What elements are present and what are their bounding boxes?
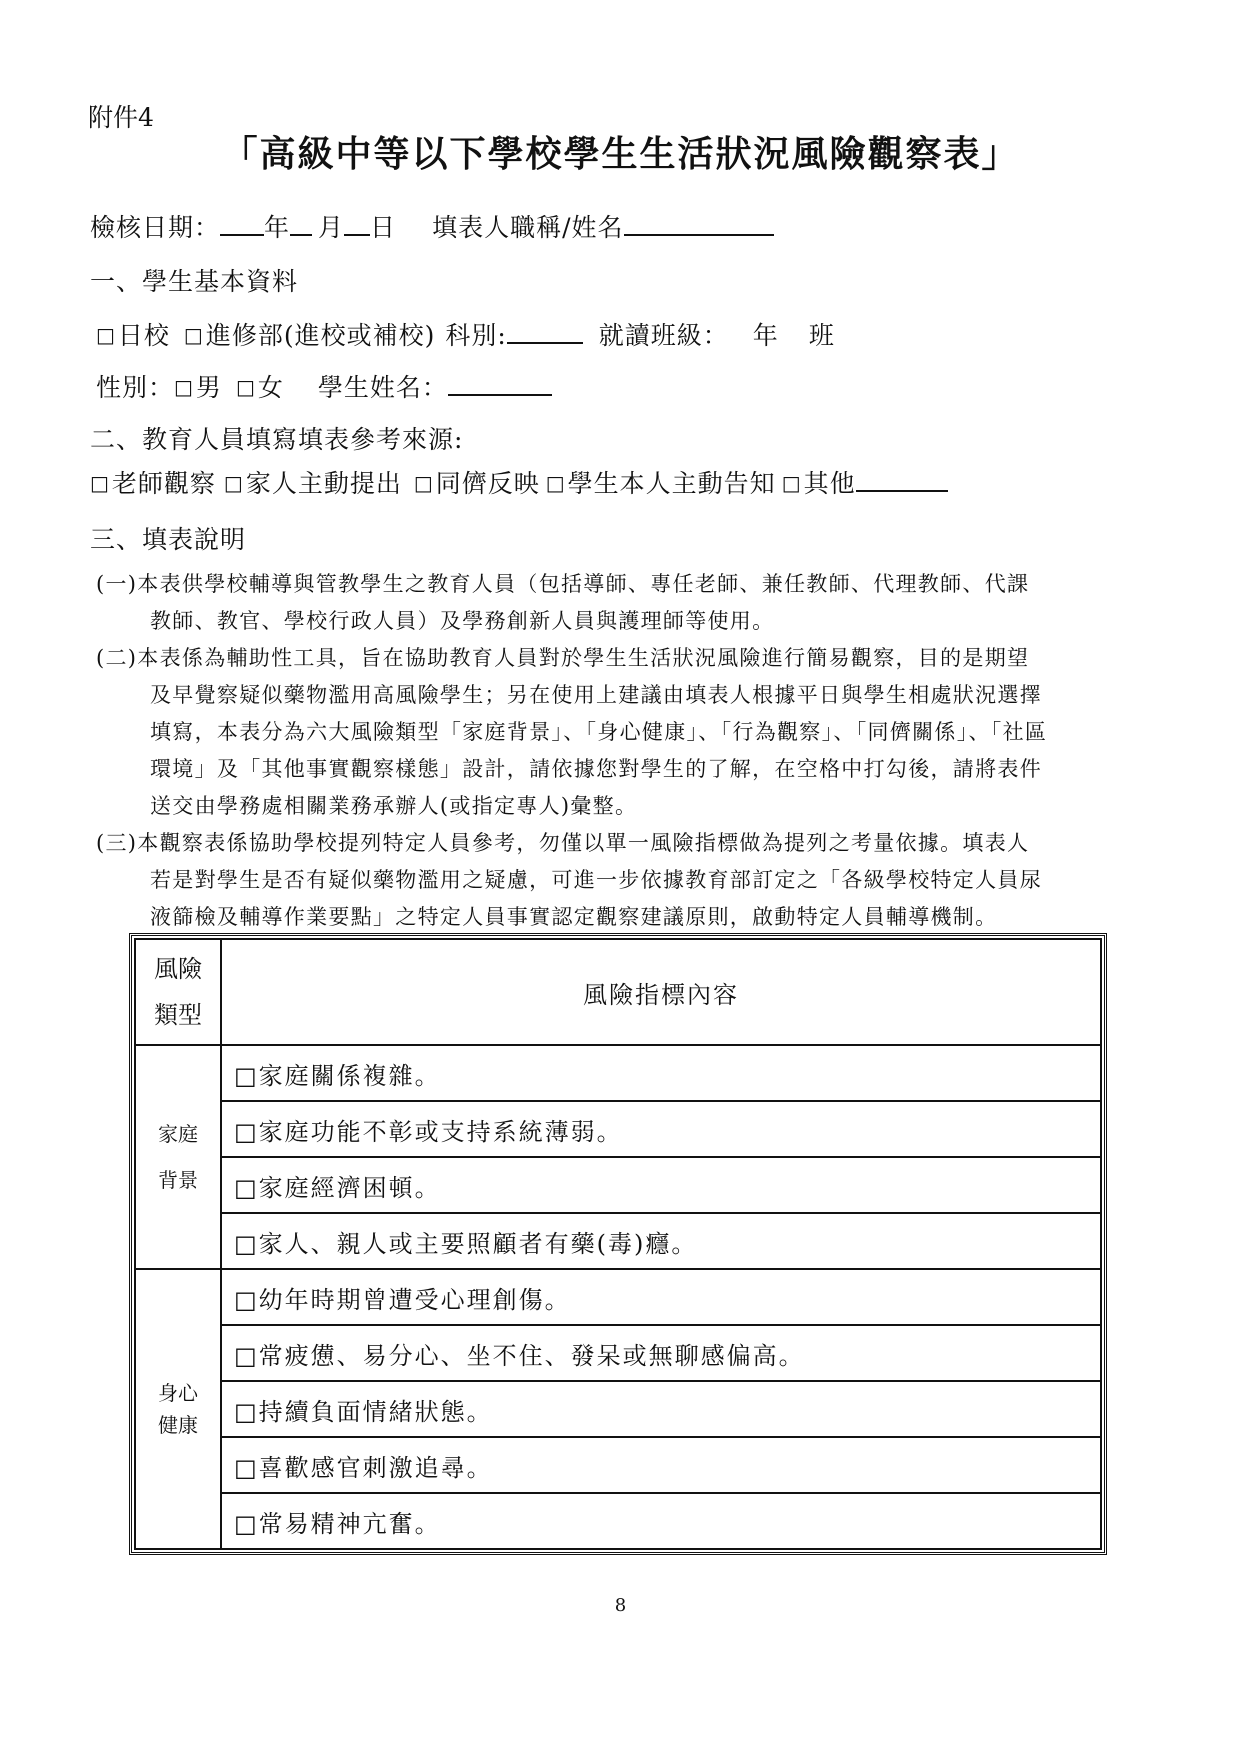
instruction-1-line: 本表供學校輔導與管教學生之教育人員（包括導師、專任老師、兼任教師、代理教師、代課	[137, 572, 1030, 596]
risk-type-header-line: 類型	[154, 1001, 202, 1029]
instruction-2-label: (二)	[96, 646, 138, 670]
source-other-blank[interactable]	[856, 464, 948, 492]
instruction-3-line: 若是對學生是否有疑似藥物濫用之疑慮，可進一步依據教育部訂定之「各級學校特定人員尿	[150, 868, 1042, 892]
risk-item[interactable]: □幼年時期曾遭受心理創傷。	[221, 1269, 1101, 1325]
section1-title: 一、學生基本資料	[90, 267, 299, 296]
instruction-3	[96, 825, 1042, 936]
gender-line	[96, 368, 552, 404]
year-label: 年	[264, 213, 291, 242]
risk-content-header: 風險指標內容	[221, 939, 1101, 1045]
continuing-label: 進修部(進校或補校)	[205, 321, 436, 350]
risk-item[interactable]: □家庭關係複雜。	[221, 1045, 1101, 1101]
table-row	[135, 1493, 1101, 1549]
table-row	[135, 1325, 1101, 1381]
group-label-line: 背景	[158, 1168, 198, 1192]
risk-type-header-line: 風險	[154, 955, 202, 983]
table-row	[135, 1269, 1101, 1325]
source-checkbox-peer[interactable]: □	[413, 471, 434, 495]
source-checkbox-other[interactable]: □	[781, 471, 802, 495]
table-row	[135, 1045, 1101, 1101]
table-header-row	[135, 939, 1101, 1045]
risk-item[interactable]: □家人、親人或主要照顧者有藥(毒)癮。	[221, 1213, 1101, 1269]
group-label-line: 身心	[158, 1381, 198, 1405]
day-label: 日	[370, 213, 397, 242]
day-school-label: 日校	[117, 321, 170, 350]
dept-blank[interactable]	[507, 316, 583, 344]
table-row	[135, 1213, 1101, 1269]
instruction-2-line: 環境」及「其他事實觀察樣態」設計，請依據您對學生的了解，在空格中打勾後，請將表件	[150, 757, 1042, 781]
table-row	[135, 1101, 1101, 1157]
source-family: 家人主動提出	[245, 469, 402, 498]
instruction-2	[96, 640, 1047, 825]
section3-title: 三、填表說明	[90, 525, 247, 554]
instruction-2-line: 送交由學務處相關業務承辦人(或指定專人)彙整。	[150, 794, 638, 818]
instruction-1-label: (一)	[96, 572, 138, 596]
check-date-label: 檢核日期：	[90, 213, 221, 242]
instruction-1	[96, 566, 1029, 640]
source-teacher: 老師觀察	[111, 469, 216, 498]
source-other: 其他	[803, 469, 856, 498]
year-blank[interactable]	[220, 208, 264, 236]
group-label-line: 家庭	[158, 1122, 198, 1146]
source-checkbox-family[interactable]: □	[223, 471, 244, 495]
day-blank[interactable]	[344, 208, 370, 236]
risk-item[interactable]: □喜歡感官刺激追尋。	[221, 1437, 1101, 1493]
class-year-label: 年	[752, 321, 779, 350]
table-row	[135, 1157, 1101, 1213]
source-checkbox-student[interactable]: □	[545, 471, 566, 495]
risk-item[interactable]: □常疲憊、易分心、坐不住、發呆或無聊感偏高。	[221, 1325, 1101, 1381]
risk-item[interactable]: □常易精神亢奮。	[221, 1493, 1101, 1549]
source-checkbox-teacher[interactable]: □	[90, 471, 110, 495]
instruction-2-line: 填寫，本表分為六大風險類型「家庭背景」、「身心健康」、「行為觀察」、「同儕關係」、「社區	[150, 720, 1048, 744]
school-type-line	[96, 316, 835, 352]
table-row	[135, 1381, 1101, 1437]
group-family-background	[135, 1045, 221, 1269]
source-student: 學生本人主動告知	[567, 469, 776, 498]
continuing-checkbox[interactable]: □	[183, 323, 204, 347]
month-blank[interactable]	[290, 208, 312, 236]
class-label: 就讀班級：	[598, 321, 729, 350]
risk-observation-table	[134, 938, 1102, 1550]
instruction-2-line: 本表係為輔助性工具，旨在協助教育人員對於學生生活狀況風險進行簡易觀察，目的是期望	[137, 646, 1030, 670]
section2-title: 二、教育人員填寫填表參考來源:	[90, 425, 464, 454]
instruction-3-line: 本觀察表係協助學校提列特定人員參考，勿僅以單一風險指標做為提列之考量依據。填表人	[137, 831, 1030, 855]
risk-item[interactable]: □持續負面情緒狀態。	[221, 1381, 1101, 1437]
page-number: 8	[614, 1595, 627, 1616]
female-label: 女	[257, 373, 284, 402]
gender-label: 性別：	[96, 373, 175, 402]
instruction-2-line: 及早覺察疑似藥物濫用高風險學生；另在使用上建議由填表人根據平日與學生相處狀況選擇	[150, 683, 1042, 707]
instruction-3-line: 液篩檢及輔導作業要點」之特定人員事實認定觀察建議原則，啟動特定人員輔導機制。	[150, 905, 998, 929]
check-date-line	[90, 208, 774, 244]
risk-item[interactable]: □家庭經濟困頓。	[221, 1157, 1101, 1213]
risk-type-header	[135, 939, 221, 1045]
instruction-1-line: 教師、教官、學校行政人員）及學務創新人員與護理師等使用。	[150, 609, 775, 633]
filler-name-blank[interactable]	[624, 208, 774, 236]
dept-label: 科別:	[445, 321, 507, 350]
month-label: 月	[318, 213, 345, 242]
student-name-label: 學生姓名：	[317, 373, 448, 402]
source-peer: 同儕反映	[435, 469, 540, 498]
group-physical-mental-health	[135, 1269, 221, 1549]
day-school-checkbox[interactable]: □	[96, 323, 116, 347]
attachment-label: 附件4	[88, 103, 154, 132]
male-checkbox[interactable]: □	[174, 375, 194, 399]
class-class-label: 班	[808, 321, 835, 350]
page-title: 「高級中等以下學校學生生活狀況風險觀察表」	[221, 133, 1020, 175]
filler-label: 填表人職稱/姓名	[432, 213, 624, 242]
risk-item[interactable]: □家庭功能不彰或支持系統薄弱。	[221, 1101, 1101, 1157]
male-label: 男	[195, 373, 222, 402]
instruction-3-label: (三)	[96, 831, 138, 855]
student-name-blank[interactable]	[448, 368, 552, 396]
group-label-line: 健康	[158, 1413, 198, 1437]
table-row	[135, 1437, 1101, 1493]
female-checkbox[interactable]: □	[235, 375, 256, 399]
sources-line	[90, 464, 948, 500]
